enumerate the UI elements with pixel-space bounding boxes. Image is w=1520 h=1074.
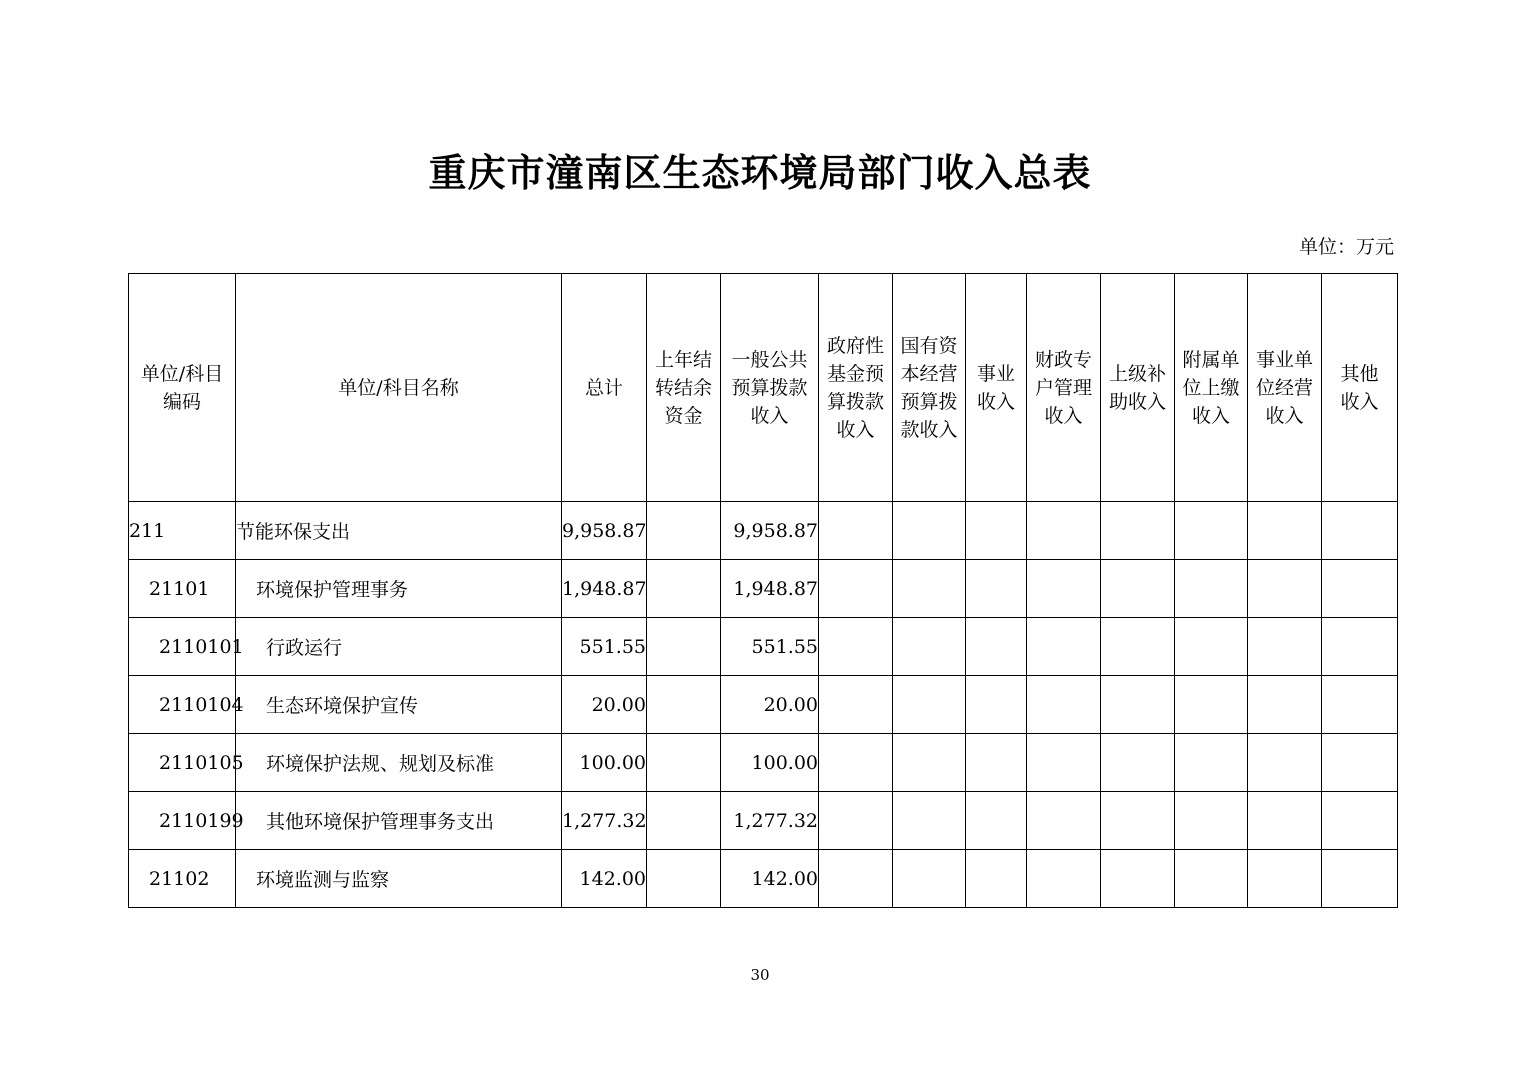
amount-cell-general-budget: 142.00: [721, 850, 819, 908]
amount-cell-other-income: [1322, 502, 1398, 560]
amount-cell-carryover: [647, 618, 721, 676]
subject-name-cell: 环境保护法规、规划及标准: [236, 734, 562, 792]
amount-cell-affiliated-payment: [1175, 792, 1248, 850]
amount-cell-special-account: [1027, 502, 1101, 560]
column-header-line: 其他: [1340, 362, 1379, 385]
amount-cell-state-capital: [893, 792, 966, 850]
column-header-line: 款收入: [900, 418, 958, 441]
amount-cell-fund-budget: [819, 676, 893, 734]
column-header: [562, 274, 647, 502]
column-header: [1101, 274, 1175, 502]
column-header-line: 收入: [750, 404, 789, 427]
amount-cell-total: 9,958.87: [562, 502, 647, 560]
amount-cell-superior-subsidy: [1101, 676, 1175, 734]
amount-cell-special-account: [1027, 560, 1101, 618]
subject-name-cell: 行政运行: [236, 618, 562, 676]
amount-cell-fund-budget: [819, 618, 893, 676]
amount-cell-business-income: [966, 850, 1027, 908]
column-header-line: 转结余: [654, 376, 712, 399]
subject-code-cell: 21101: [129, 560, 236, 618]
column-header: [1175, 274, 1248, 502]
amount-cell-business-income: [966, 734, 1027, 792]
table-row: [129, 560, 1398, 618]
amount-cell-fund-budget: [819, 734, 893, 792]
amount-cell-carryover: [647, 792, 721, 850]
amount-cell-affiliated-payment: [1175, 734, 1248, 792]
amount-cell-affiliated-payment: [1175, 502, 1248, 560]
table-row: [129, 502, 1398, 560]
column-header-line: 预算拨款: [731, 376, 808, 399]
table-header-row: [129, 274, 1398, 502]
amount-cell-affiliated-payment: [1175, 560, 1248, 618]
amount-cell-general-budget: 1,277.32: [721, 792, 819, 850]
amount-cell-business-income: [966, 618, 1027, 676]
column-header-line: 收入: [1191, 404, 1230, 427]
column-header-line: 总计: [584, 376, 623, 399]
column-header-line: 上级补: [1108, 362, 1166, 385]
column-header-line: 收入: [836, 418, 875, 441]
amount-cell-operating-income: [1248, 792, 1322, 850]
amount-cell-business-income: [966, 676, 1027, 734]
subject-code-cell: 21102: [129, 850, 236, 908]
amount-cell-other-income: [1322, 676, 1398, 734]
amount-cell-affiliated-payment: [1175, 618, 1248, 676]
amount-cell-general-budget: 551.55: [721, 618, 819, 676]
amount-cell-superior-subsidy: [1101, 792, 1175, 850]
amount-cell-special-account: [1027, 850, 1101, 908]
amount-cell-state-capital: [893, 502, 966, 560]
amount-cell-operating-income: [1248, 850, 1322, 908]
amount-cell-state-capital: [893, 734, 966, 792]
amount-cell-state-capital: [893, 618, 966, 676]
column-header: [1322, 274, 1398, 502]
table-row: [129, 792, 1398, 850]
amount-cell-other-income: [1322, 792, 1398, 850]
amount-cell-operating-income: [1248, 560, 1322, 618]
column-header-line: 预算拨: [900, 390, 958, 413]
amount-cell-general-budget: 1,948.87: [721, 560, 819, 618]
column-header-line: 收入: [976, 390, 1015, 413]
amount-cell-other-income: [1322, 560, 1398, 618]
table-row: [129, 850, 1398, 908]
table-row: [129, 618, 1398, 676]
column-header-line: 单位/科目名称: [338, 376, 459, 399]
column-header-line: 基金预: [826, 362, 884, 385]
column-header-line: 收入: [1265, 404, 1304, 427]
column-header-line: 财政专: [1034, 348, 1092, 371]
column-header: [721, 274, 819, 502]
amount-cell-general-budget: 20.00: [721, 676, 819, 734]
amount-cell-affiliated-payment: [1175, 850, 1248, 908]
amount-cell-business-income: [966, 792, 1027, 850]
amount-cell-carryover: [647, 734, 721, 792]
column-header-line: 算拨款: [826, 390, 884, 413]
column-header-line: 事业单: [1255, 348, 1313, 371]
amount-cell-operating-income: [1248, 502, 1322, 560]
amount-cell-carryover: [647, 676, 721, 734]
amount-cell-special-account: [1027, 792, 1101, 850]
subject-code-cell: 211: [129, 502, 236, 560]
subject-code-cell: 2110105: [129, 734, 236, 792]
amount-cell-state-capital: [893, 850, 966, 908]
column-header: [893, 274, 966, 502]
column-header-line: 单位/科目: [140, 362, 224, 385]
column-header-line: 位上缴: [1182, 376, 1240, 399]
table-body: [129, 502, 1398, 908]
amount-cell-total: 142.00: [562, 850, 647, 908]
amount-cell-other-income: [1322, 734, 1398, 792]
subject-code-cell: 2110104: [129, 676, 236, 734]
amount-cell-business-income: [966, 560, 1027, 618]
column-header: [129, 274, 236, 502]
column-header: [1027, 274, 1101, 502]
amount-cell-operating-income: [1248, 676, 1322, 734]
revenue-table: [128, 273, 1398, 908]
page-number: 30: [750, 966, 770, 984]
column-header: [647, 274, 721, 502]
column-header-line: 助收入: [1108, 390, 1166, 413]
column-header-line: 资金: [664, 404, 703, 427]
amount-cell-carryover: [647, 502, 721, 560]
column-header: [966, 274, 1027, 502]
amount-cell-special-account: [1027, 618, 1101, 676]
subject-name-cell: 环境监测与监察: [236, 850, 562, 908]
column-header-line: 户管理: [1034, 376, 1092, 399]
amount-cell-general-budget: 9,958.87: [721, 502, 819, 560]
column-header-line: 收入: [1340, 390, 1379, 413]
column-header-line: 收入: [1044, 404, 1083, 427]
subject-name-cell: 其他环境保护管理事务支出: [236, 792, 562, 850]
amount-cell-fund-budget: [819, 792, 893, 850]
column-header: [236, 274, 562, 502]
amount-cell-state-capital: [893, 676, 966, 734]
amount-cell-superior-subsidy: [1101, 850, 1175, 908]
amount-cell-total: 20.00: [562, 676, 647, 734]
amount-cell-superior-subsidy: [1101, 618, 1175, 676]
amount-cell-total: 1,277.32: [562, 792, 647, 850]
subject-name-cell: 节能环保支出: [236, 502, 562, 560]
column-header-line: 一般公共: [731, 348, 808, 371]
amount-cell-business-income: [966, 502, 1027, 560]
subject-code-cell: 2110199: [129, 792, 236, 850]
amount-cell-total: 551.55: [562, 618, 647, 676]
column-header-line: 本经营: [900, 362, 958, 385]
amount-cell-operating-income: [1248, 734, 1322, 792]
table-row: [129, 734, 1398, 792]
page-title: 重庆市潼南区生态环境局部门收入总表: [428, 150, 1092, 195]
column-header-line: 位经营: [1255, 376, 1313, 399]
column-header-line: 国有资: [900, 334, 958, 357]
amount-cell-operating-income: [1248, 618, 1322, 676]
amount-cell-carryover: [647, 850, 721, 908]
subject-name-cell: 生态环境保护宣传: [236, 676, 562, 734]
column-header-line: 附属单: [1182, 348, 1240, 371]
amount-cell-state-capital: [893, 560, 966, 618]
amount-cell-other-income: [1322, 850, 1398, 908]
column-header: [1248, 274, 1322, 502]
column-header-line: 事业: [976, 362, 1015, 385]
column-header: [819, 274, 893, 502]
amount-cell-affiliated-payment: [1175, 676, 1248, 734]
table-row: [129, 676, 1398, 734]
amount-cell-superior-subsidy: [1101, 560, 1175, 618]
amount-cell-fund-budget: [819, 502, 893, 560]
amount-cell-general-budget: 100.00: [721, 734, 819, 792]
amount-cell-superior-subsidy: [1101, 502, 1175, 560]
unit-label: 单位：万元: [1298, 236, 1394, 258]
amount-cell-fund-budget: [819, 850, 893, 908]
amount-cell-special-account: [1027, 676, 1101, 734]
column-header-line: 上年结: [654, 348, 712, 371]
amount-cell-fund-budget: [819, 560, 893, 618]
amount-cell-total: 1,948.87: [562, 560, 647, 618]
amount-cell-special-account: [1027, 734, 1101, 792]
subject-name-cell: 环境保护管理事务: [236, 560, 562, 618]
column-header-line: 编码: [162, 390, 201, 413]
column-header-line: 政府性: [826, 334, 884, 357]
subject-code-cell: 2110101: [129, 618, 236, 676]
amount-cell-superior-subsidy: [1101, 734, 1175, 792]
amount-cell-total: 100.00: [562, 734, 647, 792]
amount-cell-carryover: [647, 560, 721, 618]
amount-cell-other-income: [1322, 618, 1398, 676]
